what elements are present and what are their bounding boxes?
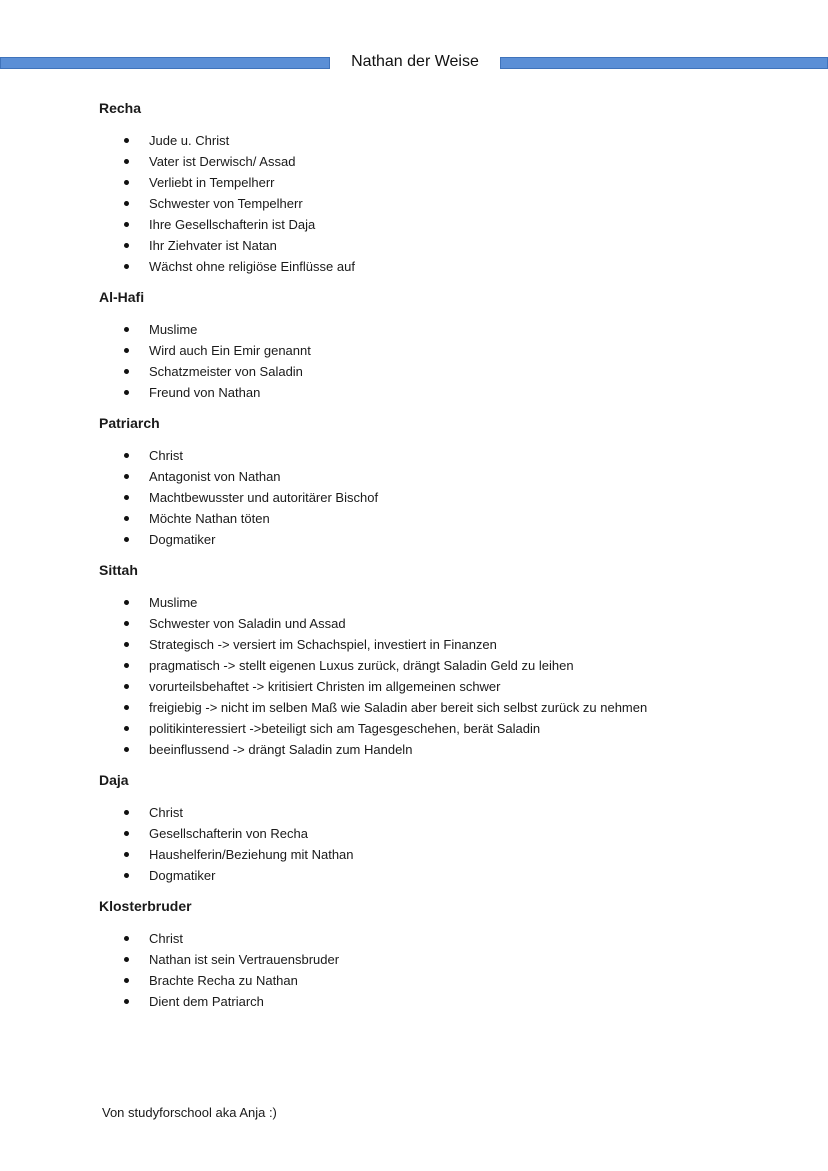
section-recha	[99, 98, 799, 277]
list-item: Freund von Nathan	[99, 382, 799, 403]
list-item: Wächst ohne religiöse Einflüsse auf	[99, 256, 799, 277]
list-item: Dogmatiker	[99, 865, 799, 886]
list-item: Dient dem Patriarch	[99, 991, 799, 1012]
list-item: Christ	[99, 802, 799, 823]
list-item: Muslime	[99, 592, 799, 613]
list-item: Dogmatiker	[99, 529, 799, 550]
section-daja	[99, 770, 799, 886]
list-item: beeinflussend -> drängt Saladin zum Handeln	[99, 739, 799, 760]
list-item: Ihr Ziehvater ist Natan	[99, 235, 799, 256]
section-title: Recha	[99, 100, 142, 116]
section-patriarch	[99, 413, 799, 550]
list-item: freigiebig -> nicht im selben Maß wie Saladin aber bereit sich selbst zurück zu nehmen	[99, 697, 799, 718]
section-title: Daja	[99, 772, 129, 788]
list-item: Strategisch -> versiert im Schachspiel, investiert in Finanzen	[99, 634, 799, 655]
section-klosterbruder	[99, 896, 799, 1012]
header-bar-right	[500, 57, 828, 69]
list-item: pragmatisch -> stellt eigenen Luxus zurück, drängt Saladin Geld zu leihen	[99, 655, 799, 676]
bullet-list	[99, 130, 799, 277]
bullet-list	[99, 445, 799, 550]
document-body	[99, 98, 799, 1022]
list-item: Nathan ist sein Vertrauensbruder	[99, 949, 799, 970]
list-item: Brachte Recha zu Nathan	[99, 970, 799, 991]
list-item: Schwester von Saladin und Assad	[99, 613, 799, 634]
list-item: Antagonist von Nathan	[99, 466, 799, 487]
bullet-list	[99, 592, 799, 760]
list-item: politikinteressiert ->beteiligt sich am Tagesgeschehen, berät Saladin	[99, 718, 799, 739]
section-al-hafi	[99, 287, 799, 403]
bullet-list	[99, 319, 799, 403]
list-item: Christ	[99, 445, 799, 466]
list-item: Gesellschafterin von Recha	[99, 823, 799, 844]
list-item: Christ	[99, 928, 799, 949]
list-item: Machtbewusster und autoritärer Bischof	[99, 487, 799, 508]
list-item: Haushelferin/Beziehung mit Nathan	[99, 844, 799, 865]
document-title: Nathan der Weise	[351, 53, 479, 70]
list-item: Schatzmeister von Saladin	[99, 361, 799, 382]
list-item: Ihre Gesellschafterin ist Daja	[99, 214, 799, 235]
footer-credit: Von studyforschool aka Anja :)	[102, 1105, 277, 1120]
page-header	[0, 50, 828, 74]
list-item: Möchte Nathan töten	[99, 508, 799, 529]
list-item: Jude u. Christ	[99, 130, 799, 151]
section-sittah	[99, 560, 799, 760]
list-item: Wird auch Ein Emir genannt	[99, 340, 799, 361]
section-title: Al-Hafi	[99, 289, 145, 305]
bullet-list	[99, 928, 799, 1012]
section-title: Patriarch	[99, 415, 160, 431]
list-item: Vater ist Derwisch/ Assad	[99, 151, 799, 172]
section-title: Klosterbruder	[99, 898, 192, 914]
list-item: Muslime	[99, 319, 799, 340]
bullet-list	[99, 802, 799, 886]
list-item: Verliebt in Tempelherr	[99, 172, 799, 193]
header-bar-left	[0, 57, 330, 69]
section-title: Sittah	[99, 562, 138, 578]
list-item: vorurteilsbehaftet -> kritisiert Christen im allgemeinen schwer	[99, 676, 799, 697]
list-item: Schwester von Tempelherr	[99, 193, 799, 214]
